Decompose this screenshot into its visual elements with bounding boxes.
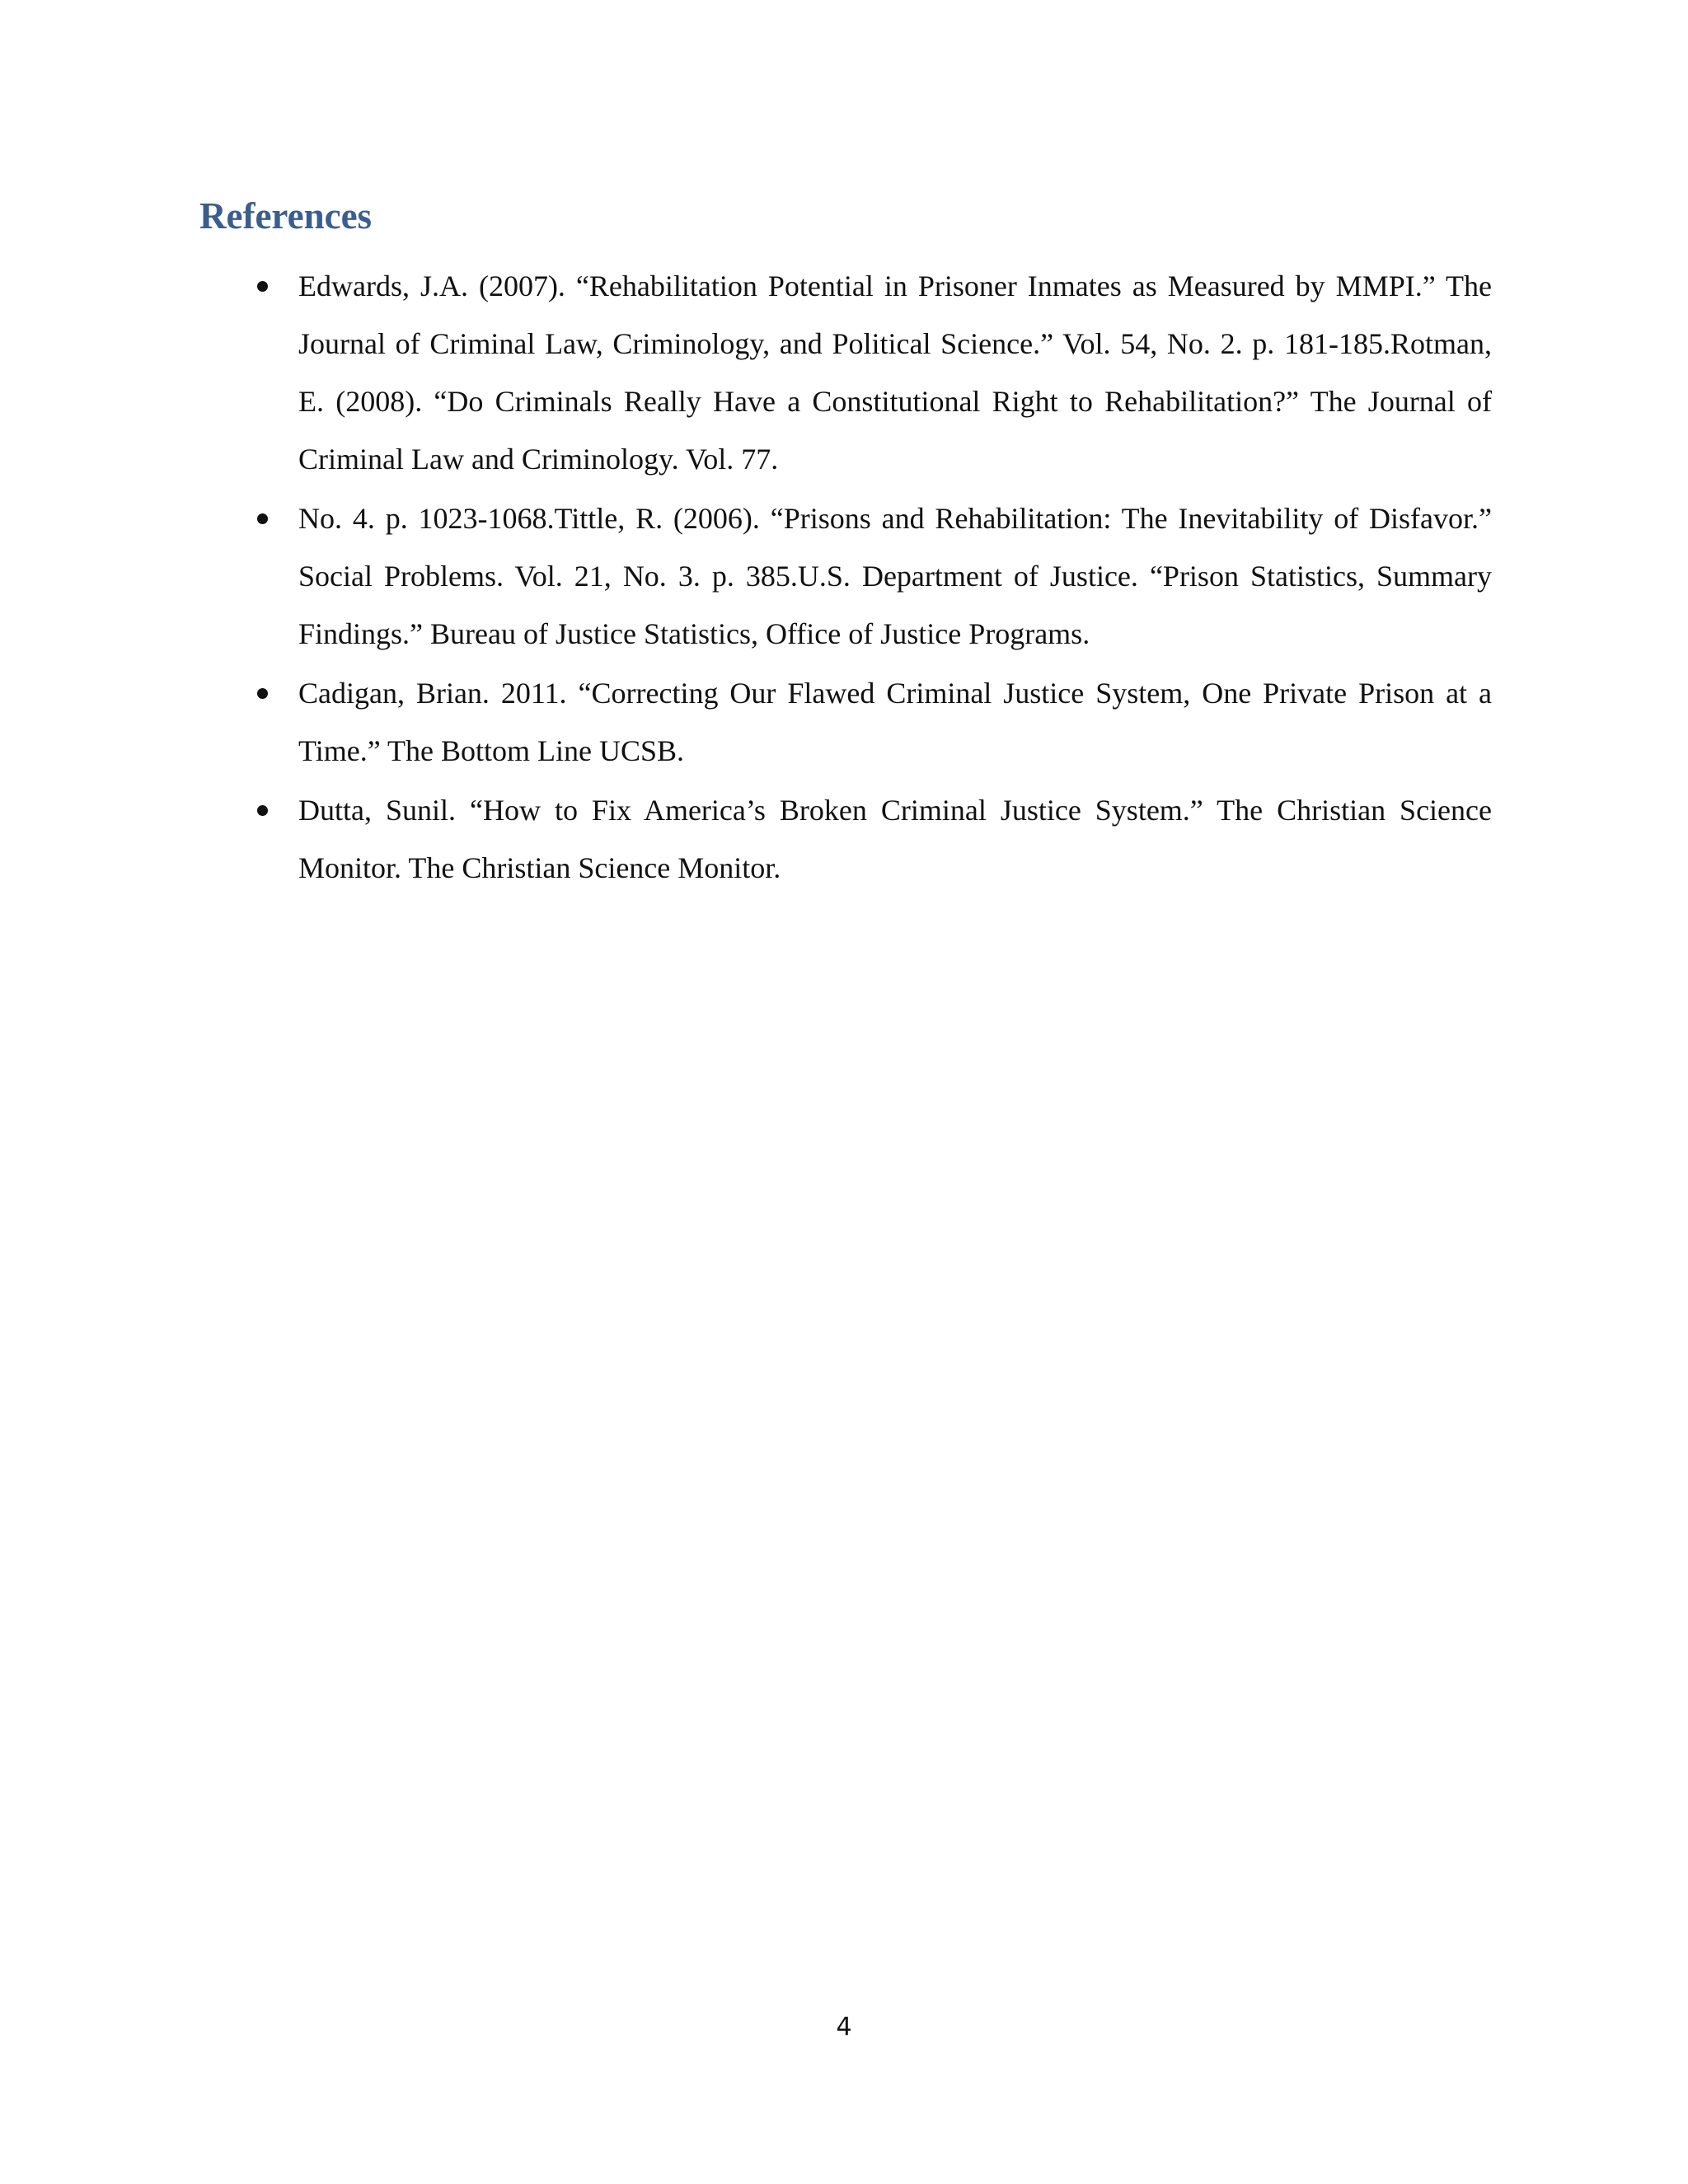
reference-item <box>298 781 1492 897</box>
reference-text: Cadigan, Brian. 2011. “Correcting Our Flawed Criminal Justice System, One Private Prison at a Time.” The Bottom Line UCSB. <box>298 677 1492 767</box>
reference-text: Dutta, Sunil. “How to Fix America’s Broken Criminal Justice System.” The Christian Science Monitor. The Christian Science Monitor. <box>298 794 1492 884</box>
bullet-icon <box>252 664 272 722</box>
reference-text: No. 4. p. 1023-1068.Tittle, R. (2006). “Prisons and Rehabilitation: The Inevitability of Disfavor.” Social Problems. Vol. 21, No. 3. p. 385.U.S. Department of Justice. “Prison Statistics, Summary Findings.” Bureau of Justice Statistics, Office of Justice Programs. <box>298 502 1492 650</box>
references-list <box>298 257 1492 898</box>
bullet-icon <box>252 257 272 315</box>
bullet-icon <box>252 781 272 839</box>
references-heading: References <box>199 195 373 237</box>
reference-item <box>298 490 1492 663</box>
reference-item <box>298 664 1492 780</box>
reference-text: Edwards, J.A. (2007). “Rehabilitation Potential in Prisoner Inmates as Measured by MMPI.” The Journal of Criminal Law, Criminology, and Political Science.” Vol. 54, No. 2. p. 181-185.Rotman, E. (2008). “Do Criminals Really Have a Constitutional Right to Rehabilitation?” The Journal of Criminal Law and Criminology. Vol. 77. <box>298 269 1492 476</box>
reference-item <box>298 257 1492 488</box>
bullet-icon <box>252 490 272 547</box>
page-number: 4 <box>836 2013 852 2041</box>
